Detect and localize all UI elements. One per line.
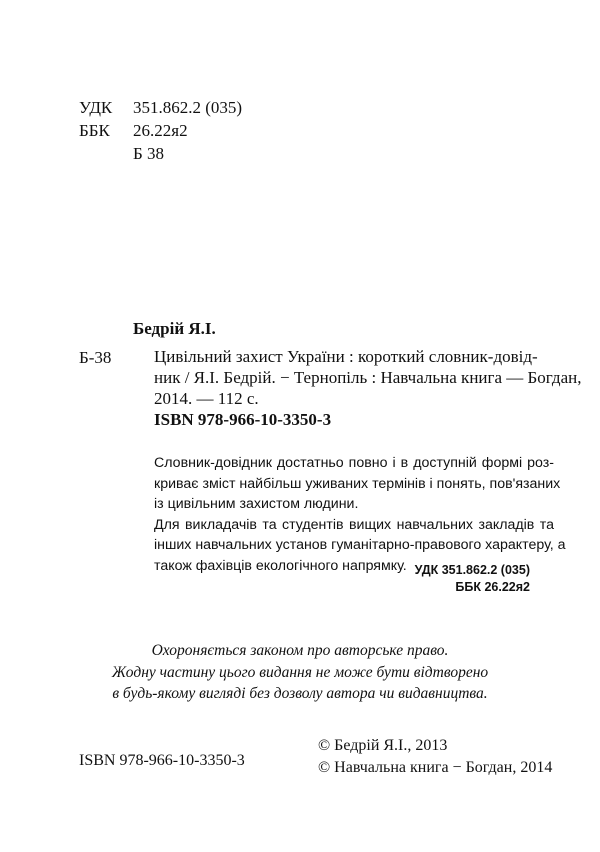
- udk-label: УДК: [79, 98, 113, 117]
- rights-block: [318, 735, 552, 778]
- rights-publisher: © Навчальна книга − Богдан, 2014: [318, 758, 553, 776]
- catalog-isbn: ISBN 978-966-10-3350-3: [154, 410, 332, 429]
- copyright-note-line: Жодну частину цього видання не може бути відтворено: [111, 663, 489, 681]
- copyright-note: [0, 640, 600, 705]
- description-line: 2014. — 112 с.: [154, 389, 259, 408]
- description-line: ник / Я.І. Бедрій. − Тернопіль : Навчальна книга — Богдан,: [154, 368, 582, 387]
- bbk-label: ББК: [79, 121, 110, 140]
- codes-right: [415, 562, 530, 596]
- annotation: [154, 453, 566, 576]
- annotation-line: із цивільним захистом людини.: [154, 496, 359, 512]
- catalog-description: [154, 346, 582, 409]
- catalog-code: Б-38: [79, 348, 112, 367]
- udk-value: 351.862.2 (035): [133, 98, 243, 117]
- annotation-line: також фахівців екологічного напрямку.: [154, 557, 407, 574]
- udk-code-right: УДК 351.862.2 (035): [414, 563, 530, 577]
- annotation-line: Словник-довідник достатньо повно і в доступній формі роз-: [154, 455, 554, 471]
- author-mark: Б 38: [133, 144, 165, 163]
- copyright-note-line: в будь-якому вигляді без дозволу автора чи видавництва.: [112, 685, 488, 702]
- rights-author: © Бедрій Я.І., 2013: [318, 737, 448, 754]
- annotation-line: інших навчальних установ гуманітарно-правового характеру, а: [154, 537, 566, 553]
- copyright-note-line: Охороняється законом про авторське право.: [151, 642, 449, 659]
- annotation-line: криває зміст найбільш уживаних термінів і понять, пов'язаних: [154, 475, 561, 492]
- description-line: Цивільний захист України : короткий словник-довід-: [154, 347, 538, 366]
- bbk-code-right: ББК 26.22я2: [455, 580, 530, 594]
- isbn-bottom: ISBN 978-966-10-3350-3: [79, 752, 245, 769]
- bbk-value: 26.22я2: [133, 121, 188, 140]
- catalog-author: Бедрій Я.І.: [133, 319, 216, 338]
- annotation-line: Для викладачів та студентів вищих навчальних закладів та: [154, 516, 554, 533]
